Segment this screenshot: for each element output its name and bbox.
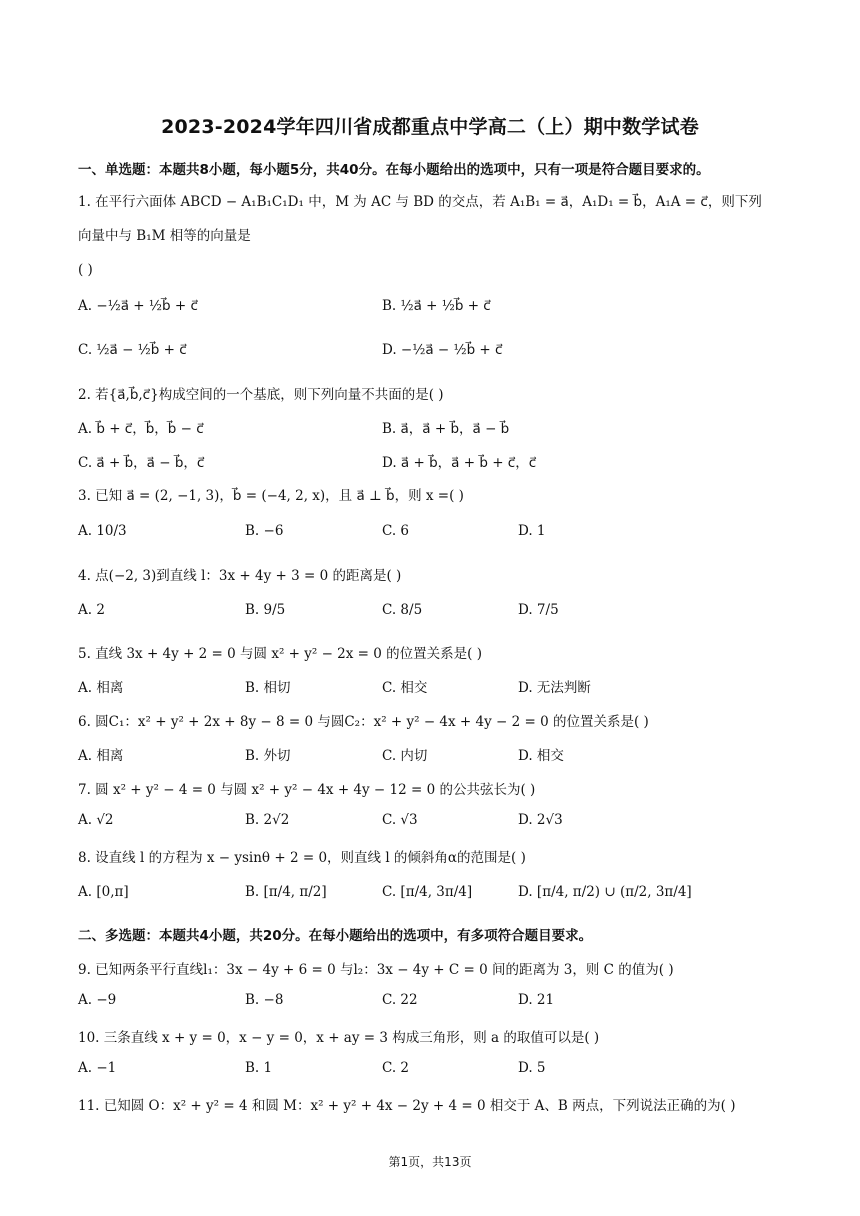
question-9-stem: 9. 已知两条平行直线l₁：3x − 4y + 6 = 0 与l₂：3x − 4y + C = 0 间的距离为 3，则 C 的值为( ) bbox=[78, 962, 674, 978]
question-7-option-a: A. √2 bbox=[78, 812, 114, 828]
question-7-option-d: D. 2√3 bbox=[518, 812, 563, 828]
question-1-stem-line3: ( ) bbox=[78, 262, 93, 278]
question-3-option-b: B. −6 bbox=[245, 523, 284, 539]
question-1-stem-line1: 1. 在平行六面体 ABCD − A₁B₁C₁D₁ 中，M 为 AC 与 BD 的交点，若 A₁B₁ = a⃗，A₁D₁ = b⃗，A₁A = c⃗，则下列 bbox=[78, 194, 762, 210]
question-6-stem: 6. 圆C₁：x² + y² + 2x + 8y − 8 = 0 与圆C₂：x² + y² − 4x + 4y − 2 = 0 的位置关系是( ) bbox=[78, 714, 649, 730]
question-7-option-b: B. 2√2 bbox=[245, 812, 290, 828]
question-2-option-a: A. b⃗ + c⃗，b⃗，b⃗ − c⃗ bbox=[78, 421, 204, 437]
question-10-option-a: A. −1 bbox=[78, 1060, 117, 1076]
question-9-option-d: D. 21 bbox=[518, 992, 555, 1008]
question-4-stem: 4. 点(−2, 3)到直线 l：3x + 4y + 3 = 0 的距离是( ) bbox=[78, 568, 402, 584]
question-4-option-a: A. 2 bbox=[78, 602, 105, 618]
question-3-option-c: C. 6 bbox=[382, 523, 410, 539]
question-11-stem: 11. 已知圆 O：x² + y² = 4 和圆 M：x² + y² + 4x − 2y + 4 = 0 相交于 A、B 两点，下列说法正确的为( ) bbox=[78, 1098, 736, 1114]
page-title: 2023-2024学年四川省成都重点中学高二（上）期中数学试卷 bbox=[161, 116, 699, 138]
question-4-option-c: C. 8/5 bbox=[382, 602, 423, 618]
question-5-option-c: C. 相交 bbox=[382, 680, 428, 696]
question-2-option-c: C. a⃗ + b⃗，a⃗ − b⃗，c⃗ bbox=[78, 455, 205, 471]
question-9-option-c: C. 22 bbox=[382, 992, 418, 1008]
question-5-option-a: A. 相离 bbox=[78, 680, 124, 696]
question-1-stem-line2: 向量中与 B₁M 相等的向量是 bbox=[78, 228, 251, 244]
question-6-option-b: B. 外切 bbox=[245, 748, 291, 764]
question-2-option-d: D. a⃗ + b⃗，a⃗ + b⃗ + c⃗，c⃗ bbox=[382, 455, 537, 471]
question-9-option-b: B. −8 bbox=[245, 992, 284, 1008]
question-3-stem: 3. 已知 a⃗ = (2, −1, 3)，b⃗ = (−4, 2, x)，且 a⃗ ⊥ b⃗，则 x =( ) bbox=[78, 488, 464, 504]
question-1-option-c: C. ½a⃗ − ½b⃗ + c⃗ bbox=[78, 342, 187, 358]
section-single-choice: 一、单选题：本题共8小题，每小题5分，共40分。在每小题给出的选项中，只有一项是符合题目要求的。 bbox=[78, 162, 710, 178]
question-3-option-a: A. 10/3 bbox=[78, 523, 127, 539]
question-10-option-b: B. 1 bbox=[245, 1060, 273, 1076]
question-7-stem: 7. 圆 x² + y² − 4 = 0 与圆 x² + y² − 4x + 4y − 12 = 0 的公共弦长为( ) bbox=[78, 782, 536, 798]
question-9-option-a: A. −9 bbox=[78, 992, 117, 1008]
question-7-option-c: C. √3 bbox=[382, 812, 418, 828]
question-1-option-b: B. ½a⃗ + ½b⃗ + c⃗ bbox=[382, 298, 491, 314]
question-4-option-d: D. 7/5 bbox=[518, 602, 559, 618]
question-8-option-b: B. [π/4, π/2] bbox=[245, 884, 327, 900]
question-10-option-c: C. 2 bbox=[382, 1060, 410, 1076]
page-footer: 第1页，共13页 bbox=[388, 1155, 472, 1169]
question-8-option-d: D. [π/4, π/2) ∪ (π/2, 3π/4] bbox=[518, 884, 692, 900]
question-10-option-d: D. 5 bbox=[518, 1060, 546, 1076]
question-8-option-c: C. [π/4, 3π/4] bbox=[382, 884, 473, 900]
question-5-stem: 5. 直线 3x + 4y + 2 = 0 与圆 x² + y² − 2x = 0 的位置关系是( ) bbox=[78, 646, 482, 662]
question-5-option-d: D. 无法判断 bbox=[518, 680, 591, 696]
question-6-option-a: A. 相离 bbox=[78, 748, 124, 764]
question-8-option-a: A. [0,π] bbox=[78, 884, 129, 900]
question-10-stem: 10. 三条直线 x + y = 0，x − y = 0，x + ay = 3 构成三角形，则 a 的取值可以是( ) bbox=[78, 1030, 600, 1046]
question-3-option-d: D. 1 bbox=[518, 523, 546, 539]
question-2-option-b: B. a⃗，a⃗ + b⃗，a⃗ − b⃗ bbox=[382, 421, 510, 437]
question-5-option-b: B. 相切 bbox=[245, 680, 291, 696]
question-1-option-a: A. −½a⃗ + ½b⃗ + c⃗ bbox=[78, 298, 198, 314]
question-4-option-b: B. 9/5 bbox=[245, 602, 286, 618]
question-8-stem: 8. 设直线 l 的方程为 x − ysinθ + 2 = 0，则直线 l 的倾斜角α的范围是( ) bbox=[78, 850, 526, 866]
question-6-option-c: C. 内切 bbox=[382, 748, 428, 764]
question-6-option-d: D. 相交 bbox=[518, 748, 564, 764]
section-multiple-choice: 二、多选题：本题共4小题，共20分。在每小题给出的选项中，有多项符合题目要求。 bbox=[78, 928, 593, 944]
question-1-option-d: D. −½a⃗ − ½b⃗ + c⃗ bbox=[382, 342, 503, 358]
question-2-stem: 2. 若{a⃗,b⃗,c⃗}构成空间的一个基底，则下列向量不共面的是( ) bbox=[78, 387, 444, 403]
